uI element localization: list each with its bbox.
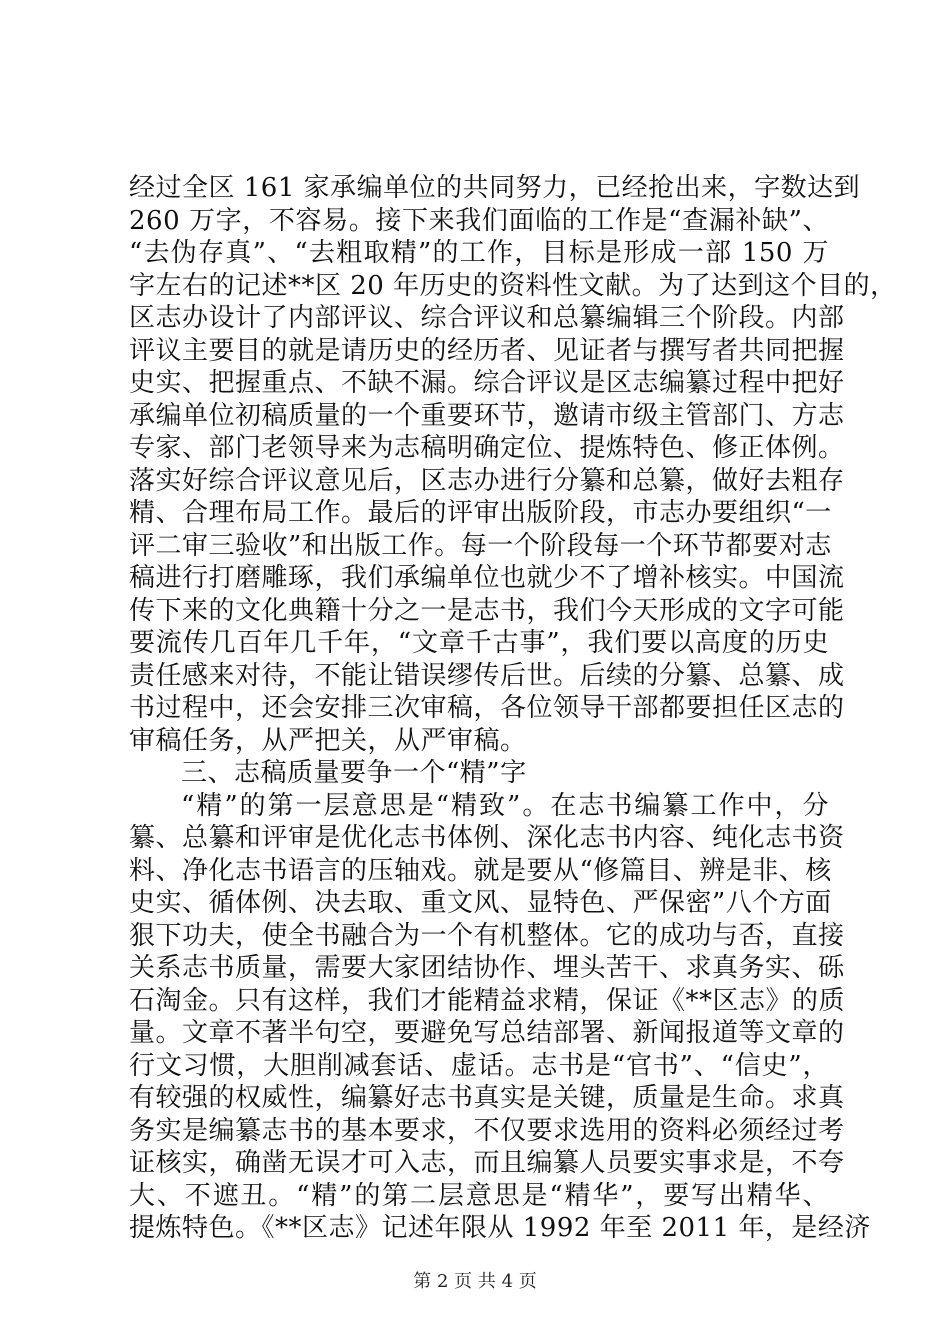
section-heading	[129, 757, 829, 790]
text-line: 传下来的文化典籍十分之一是志书，我们今天形成的文字可能	[129, 595, 845, 626]
text-line: 大、不遮丑。“精”的第二层意思是“精华”，要写出精华、	[129, 1180, 829, 1211]
text-line: 史实、循体例、决去取、重文风、显特色、严保密”八个方面	[129, 888, 832, 918]
text-line: 行文习惯，大胆削减套话、虚话。志书是“官书”、“信史”，	[129, 1050, 829, 1081]
text-line: 有较强的权威性，编纂好志书真实是关键，质量是生命。求真	[129, 1083, 845, 1113]
text-line: “精”的第一层意思是“精致”。在志书编纂工作中，分	[181, 790, 829, 821]
text-line: 评二审三验收”和出版工作。每一个阶段每一个环节都要对志	[129, 530, 832, 561]
text-line: 关系志书质量，需要大家团结协作、埋头苦干、求真务实、砾	[129, 953, 845, 983]
text-line: 责任感来对待，不能让错误缪传后世。后续的分纂、总纂、成	[129, 660, 845, 691]
text-line: 承编单位初稿质量的一个重要环节，邀请市级主管部门、方志	[129, 400, 845, 431]
text-line: 量。文章不著半句空，要避免写总结部署、新闻报道等文章的	[129, 1018, 845, 1048]
page-footer: 第 2 页 共 4 页	[413, 1271, 537, 1292]
text-line: 料、净化志书语言的压轴戏。就是要从“修篇目、辨是非、核	[129, 855, 832, 886]
text-line: 区志办设计了内部评议、综合评议和总纂编辑三个阶段。内部	[129, 303, 845, 333]
text-line: 落实好综合评议意见后，区志办进行分纂和总纂，做好去粗存	[129, 465, 845, 496]
text-line: 提炼特色。《**区志》记述年限从 1992 年至 2011 年，是经济	[129, 1213, 871, 1243]
text-line: 史实、把握重点、不缺不漏。综合评议是区志编纂过程中把好	[129, 368, 845, 398]
text-line: “去伪存真”、“去粗取精”的工作，目标是形成一部 150 万	[129, 238, 829, 268]
text-line: 字左右的记述**区 20 年历史的资料性文献。为了达到这个目的，	[129, 270, 897, 301]
paragraph	[129, 172, 897, 757]
paragraph	[129, 790, 871, 1245]
text-line: 狠下功夫，使全书融合为一个有机整体。它的成功与否，直接	[129, 920, 845, 951]
text-line: 专家、部门老领导来为志稿明确定位、提炼特色、修正体例。	[129, 433, 845, 463]
text-line: 务实是编纂志书的基本要求，不仅要求选用的资料必须经过考	[129, 1115, 845, 1146]
text-line: 书过程中，还会安排三次审稿，各位领导干部都要担任区志的	[129, 693, 845, 723]
text-line: 证核实，确凿无误才可入志，而且编纂人员要实事求是，不夸	[129, 1148, 845, 1178]
text-line: 三、志稿质量要争一个“精”字	[181, 758, 527, 788]
text-line: 稿进行打磨雕琢，我们承编单位也就少不了增补核实。中国流	[129, 563, 845, 593]
text-line: 260 万字，不容易。接下来我们面临的工作是“查漏补缺”、	[129, 205, 829, 236]
text-line: 纂、总纂和评审是优化志书体例、深化志书内容、纯化志书资	[129, 823, 845, 853]
text-line: 经过全区 161 家承编单位的共同努力，已经抢出来，字数达到	[129, 173, 861, 203]
text-line: 石淘金。只有这样，我们才能精益求精，保证《**区志》的质	[129, 985, 846, 1016]
document-body	[129, 172, 897, 1245]
text-line: 评议主要目的就是请历史的经历者、见证者与撰写者共同把握	[129, 335, 845, 366]
text-line: 审稿任务，从严把关，从严审稿。	[129, 725, 527, 756]
text-line: 精、合理布局工作。最后的评审出版阶段，市志办要组织“一	[129, 498, 832, 528]
text-line: 要流传几百年几千年，“文章千古事”，我们要以高度的历史	[129, 628, 829, 658]
